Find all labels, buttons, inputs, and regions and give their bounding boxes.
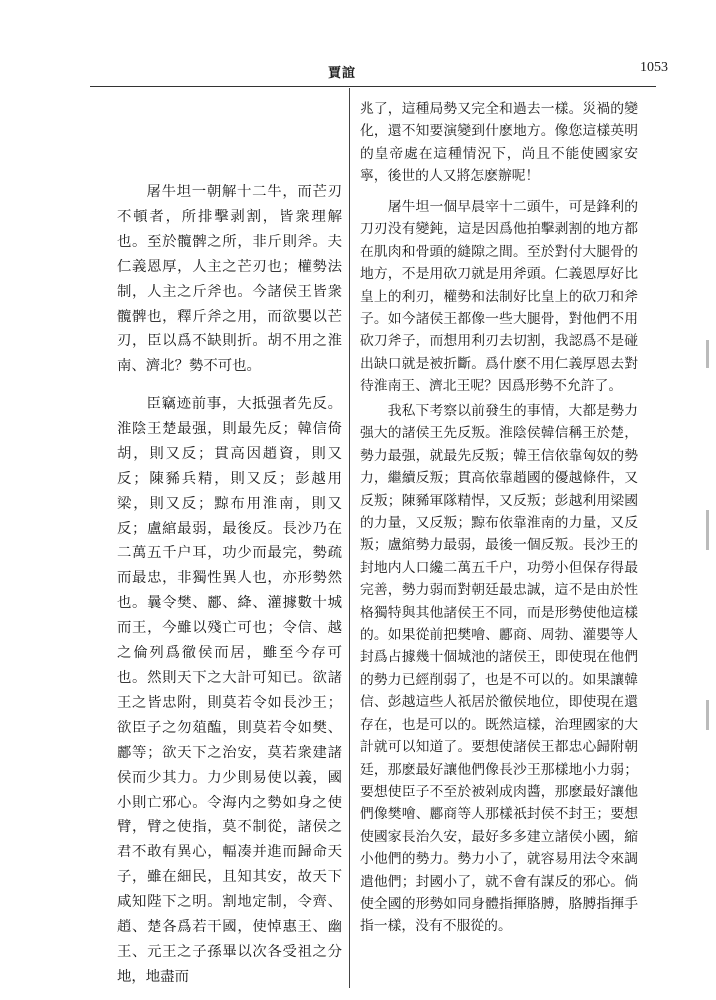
translation-paragraph-1-text: 屠牛坦一個早晨宰十二頭牛，可是鋒利的刀刃没有變鈍，這是因爲他拍擊剥割的地方都在肌肉和骨頭的縫隙之間。至於對付大腿骨的地方，不是用砍刀就是用斧頭。仁義恩厚好比皇上的利刃，權勢和法制好比皇上的砍刀和斧子。如今諸侯王都像一些大腿骨，對他們不用砍刀斧子，而想用利刃去切割，我認爲不是碰出缺口就是被折斷。爲什麽不用仁義厚恩去對待淮南王、濟北王呢？因爲形勢不允許了。 [360,199,638,395]
scan-edge-mark [706,510,709,550]
translation-paragraph-2 [360,400,638,938]
translation-paragraph-1 [360,196,638,398]
translation-paragraph-2-text: 我私下考察以前發生的事情，大都是勢力强大的諸侯王先反叛。淮陰侯韓信稱王於楚，勢力最强，就最先反叛；韓王信依靠匈奴的勢力，繼續反叛；貫高依靠趙國的優越條件，又反叛；陳豨軍隊精悍，又反叛；彭越利用梁國的力量，又反叛；黥布依靠淮南的力量，又反叛；盧綰勢力最弱，最後一個反叛。長沙王的封地内人口纔二萬五千户，功勞小但保存得最完善，勢力弱而對朝廷最忠誠，這不是由於性格獨特與其他諸侯王不同，而是形勢使他這樣的。如果從前把樊噲、酈商、周勃、灌嬰等人封爲占據幾十個城池的諸侯王，即使現在他們的勢力已經削弱了，也是不可以的。如果讓韓信、彭越這些人祇居於徹侯地位，即使現在還存在，也是可以的。既然這樣，治理國家的大計就可以知道了。要想使諸侯王都忠心歸附朝廷，那麽最好讓他們像長沙王那樣地小力弱；要想使臣子不至於被剁成肉醬，那麽最好讓他們像樊噲、酈商等人那樣祇封侯不封王；要想使國家長治久安，最好多多建立諸侯小國，縮小他們的勢力。勢力小了，就容易用法令來調遣他們；封國小了，就不會有謀反的邪心。倘使全國的形勢如同身體指揮胳膊，胳膊指揮手指一樣，没有不服從的。 [360,403,638,935]
original-text-paragraph-1 [117,180,342,379]
translation-paragraph-0-text: 兆了，這種局勢又完全和過去一樣。災禍的變化，還不知要演變到什麽地方。像您這樣英明的皇帝處在這種情況下，尚且不能使國家安寧，後世的人又將怎麽辦呢！ [360,101,638,185]
original-text-paragraph-2 [117,392,342,990]
original-paragraph-1-text: 屠牛坦一朝解十二牛，而芒刃不頓者，所排擊剥割，皆衆理解也。至於髖髀之所，非斤則斧。夫仁義恩厚，人主之芒刃也；權勢法制，人主之斤斧也。今諸侯王皆衆髖髀也，釋斤斧之用，而欲嬰以芒刃，臣以爲不缺則折。胡不用之淮南、濟北？勢不可也。 [117,184,342,375]
column-divider [349,88,350,988]
page-number: 1053 [640,60,668,75]
scan-edge-mark [706,340,709,368]
original-paragraph-2-text: 臣竊迹前事，大抵强者先反。淮陰王楚最强，則最先反；韓信倚胡，則又反；貫高因趙資，則又反；陳豨兵精，則又反；彭越用梁，則又反；黥布用淮南，則又反；盧綰最弱，最後反。長沙乃在二萬五千户耳，功少而最完，勢疏而最忠，非獨性異人也，亦形勢然也。曩令樊、酈、絳、灌據數十城而王，今雖以殘亡可也；令信、越之倫列爲徹侯而居，雖至今存可也。然則天下之大計可知已。欲諸王之皆忠附，則莫若令如長沙王；欲臣子之勿葅醢，則莫若令如樊、酈等；欲天下之治安，莫若衆建諸侯而少其力。力少則易使以義，國小則亡邪心。令海内之勢如身之使臂，臂之使指，莫不制從，諸侯之君不敢有異心，輻凑并進而歸命天子，雖在細民，且知其安，故天下咸知陛下之明。割地定制，令齊、趙、楚各爲若干國，使悼惠王、幽王、元王之子孫畢以次各受祖之分地，地盡而 [117,396,342,985]
header-rule [90,86,656,87]
scan-edge-mark [706,700,709,730]
translation-paragraph-continued [360,98,638,188]
running-header-title: 賈誼 [328,66,357,81]
